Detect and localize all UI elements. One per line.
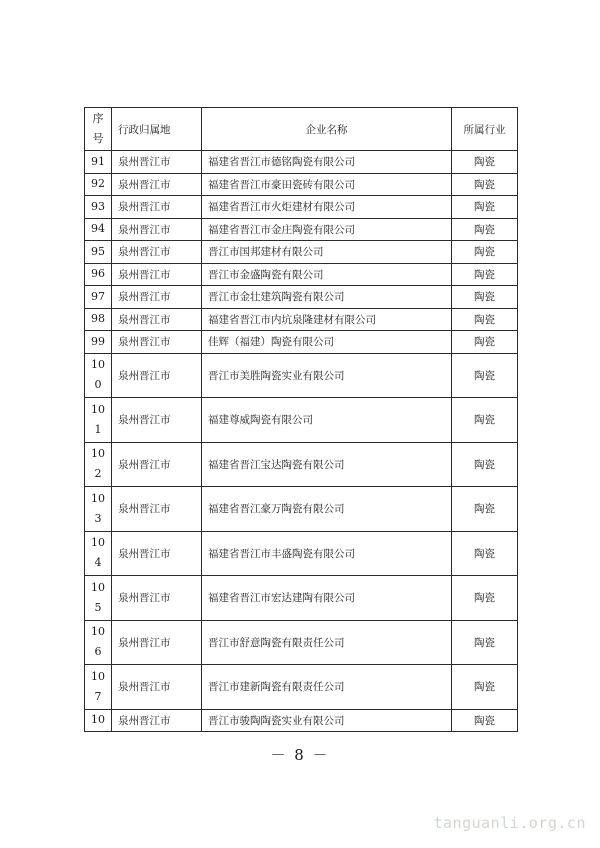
table-row: [85, 151, 518, 174]
row-seq: [85, 196, 112, 219]
row-company: 福建省晋江豪万陶瓷有限公司: [202, 487, 452, 532]
table-row: [85, 398, 518, 443]
enterprise-table: [84, 107, 518, 732]
row-seq-line2: 4: [94, 556, 102, 570]
watermark: tanguanli.org.cn: [433, 814, 586, 832]
row-seq: [85, 531, 112, 576]
row-region: 泉州晋江市: [112, 241, 202, 264]
row-company: 福建省晋江市德铭陶瓷有限公司: [202, 151, 452, 174]
row-seq-line1: 93: [91, 199, 105, 213]
row-seq: [85, 665, 112, 710]
row-seq-line1: 10: [91, 358, 105, 372]
row-seq-line1: 10: [91, 713, 105, 727]
table-row: [85, 308, 518, 331]
row-seq: [85, 263, 112, 286]
row-industry: 陶瓷: [452, 241, 518, 264]
row-industry: 陶瓷: [452, 620, 518, 665]
table-row: [85, 173, 518, 196]
row-industry: 陶瓷: [452, 487, 518, 532]
row-company: 福建省晋江市内坑泉隆建材有限公司: [202, 308, 452, 331]
row-industry: 陶瓷: [452, 196, 518, 219]
row-seq-line2: 1: [94, 422, 102, 436]
row-seq: [85, 353, 112, 398]
row-region: 泉州晋江市: [112, 531, 202, 576]
row-region: 泉州晋江市: [112, 709, 202, 732]
row-seq-line1: 10: [91, 669, 105, 683]
row-industry: 陶瓷: [452, 576, 518, 621]
row-industry: 陶瓷: [452, 442, 518, 487]
page-number: － 8 －: [270, 746, 330, 764]
header-seq-line1: 序: [92, 112, 104, 125]
table-row: [85, 241, 518, 264]
row-industry: 陶瓷: [452, 263, 518, 286]
row-region: 泉州晋江市: [112, 308, 202, 331]
row-industry: 陶瓷: [452, 709, 518, 732]
row-seq: [85, 442, 112, 487]
row-company: 福建尊威陶瓷有限公司: [202, 398, 452, 443]
row-seq: [85, 173, 112, 196]
row-company: 晋江市国邦建材有限公司: [202, 241, 452, 264]
row-seq: [85, 398, 112, 443]
row-seq: [85, 286, 112, 309]
row-region: 泉州晋江市: [112, 286, 202, 309]
table-row: [85, 487, 518, 532]
row-seq-line2: 5: [94, 600, 102, 614]
row-industry: 陶瓷: [452, 151, 518, 174]
row-seq-line1: 10: [91, 402, 105, 416]
table-row: [85, 442, 518, 487]
header-company: 企业名称: [202, 108, 452, 151]
table-row: [85, 531, 518, 576]
row-industry: 陶瓷: [452, 398, 518, 443]
row-seq-line1: 92: [91, 177, 105, 191]
row-seq-line1: 97: [91, 289, 105, 303]
row-industry: 陶瓷: [452, 353, 518, 398]
row-region: 泉州晋江市: [112, 620, 202, 665]
row-company: 福建省晋江市宏达建陶有限公司: [202, 576, 452, 621]
row-seq: [85, 620, 112, 665]
row-region: 泉州晋江市: [112, 196, 202, 219]
header-industry: 所属行业: [452, 108, 518, 151]
row-seq-line1: 99: [91, 334, 105, 348]
table-row: [85, 331, 518, 354]
row-seq: [85, 151, 112, 174]
table-header-row: [85, 108, 518, 151]
row-seq-line2: 2: [94, 467, 102, 481]
row-seq-line2: 6: [94, 645, 102, 659]
row-seq-line1: 10: [91, 491, 105, 505]
row-seq: [85, 331, 112, 354]
row-seq-line1: 10: [91, 580, 105, 594]
row-region: 泉州晋江市: [112, 665, 202, 710]
header-seq-line2: 号: [92, 132, 104, 145]
row-company: 福建省晋江市火炬建材有限公司: [202, 196, 452, 219]
row-seq-line1: 10: [91, 447, 105, 461]
row-industry: 陶瓷: [452, 286, 518, 309]
row-region: 泉州晋江市: [112, 173, 202, 196]
row-seq-line2: 0: [94, 378, 102, 392]
row-seq: [85, 218, 112, 241]
row-seq: [85, 709, 112, 732]
table-row: [85, 665, 518, 710]
header-seq: [85, 108, 112, 151]
row-seq-line1: 98: [91, 312, 105, 326]
row-company: 晋江市金壮建筑陶瓷有限公司: [202, 286, 452, 309]
row-seq: [85, 308, 112, 331]
row-seq-line1: 94: [91, 222, 105, 236]
row-industry: 陶瓷: [452, 218, 518, 241]
row-industry: 陶瓷: [452, 173, 518, 196]
row-company: 晋江市美胜陶瓷实业有限公司: [202, 353, 452, 398]
row-seq-line2: 7: [94, 689, 102, 703]
row-seq-line1: 95: [91, 244, 105, 258]
header-region: 行政归属地: [112, 108, 202, 151]
row-region: 泉州晋江市: [112, 487, 202, 532]
row-region: 泉州晋江市: [112, 398, 202, 443]
table-row: [85, 620, 518, 665]
row-seq-line1: 10: [91, 625, 105, 639]
row-company: 佳辉（福建）陶瓷有限公司: [202, 331, 452, 354]
row-region: 泉州晋江市: [112, 151, 202, 174]
row-company: 晋江市骏陶陶瓷实业有限公司: [202, 709, 452, 732]
row-industry: 陶瓷: [452, 531, 518, 576]
table-row: [85, 263, 518, 286]
row-region: 泉州晋江市: [112, 263, 202, 286]
row-company: 福建省晋江市金庄陶瓷有限公司: [202, 218, 452, 241]
row-company: 晋江市舒意陶瓷有限责任公司: [202, 620, 452, 665]
row-region: 泉州晋江市: [112, 218, 202, 241]
row-industry: 陶瓷: [452, 665, 518, 710]
row-seq: [85, 576, 112, 621]
table-row: [85, 286, 518, 309]
table-row: [85, 196, 518, 219]
row-seq: [85, 487, 112, 532]
row-region: 泉州晋江市: [112, 331, 202, 354]
row-seq-line1: 91: [91, 154, 105, 168]
row-company: 福建省晋江宝达陶瓷有限公司: [202, 442, 452, 487]
table-row: [85, 576, 518, 621]
row-company: 晋江市金盛陶瓷有限公司: [202, 263, 452, 286]
row-seq: [85, 241, 112, 264]
row-region: 泉州晋江市: [112, 576, 202, 621]
row-region: 泉州晋江市: [112, 442, 202, 487]
row-company: 晋江市建新陶瓷有限责任公司: [202, 665, 452, 710]
row-company: 福建省晋江市丰盛陶瓷有限公司: [202, 531, 452, 576]
row-company: 福建省晋江市豪田瓷砖有限公司: [202, 173, 452, 196]
row-seq-line2: 3: [94, 511, 102, 525]
row-industry: 陶瓷: [452, 331, 518, 354]
table-row: [85, 218, 518, 241]
row-seq-line1: 96: [91, 267, 105, 281]
row-industry: 陶瓷: [452, 308, 518, 331]
table-row: [85, 353, 518, 398]
row-region: 泉州晋江市: [112, 353, 202, 398]
table-row: [85, 709, 518, 732]
row-seq-line1: 10: [91, 536, 105, 550]
